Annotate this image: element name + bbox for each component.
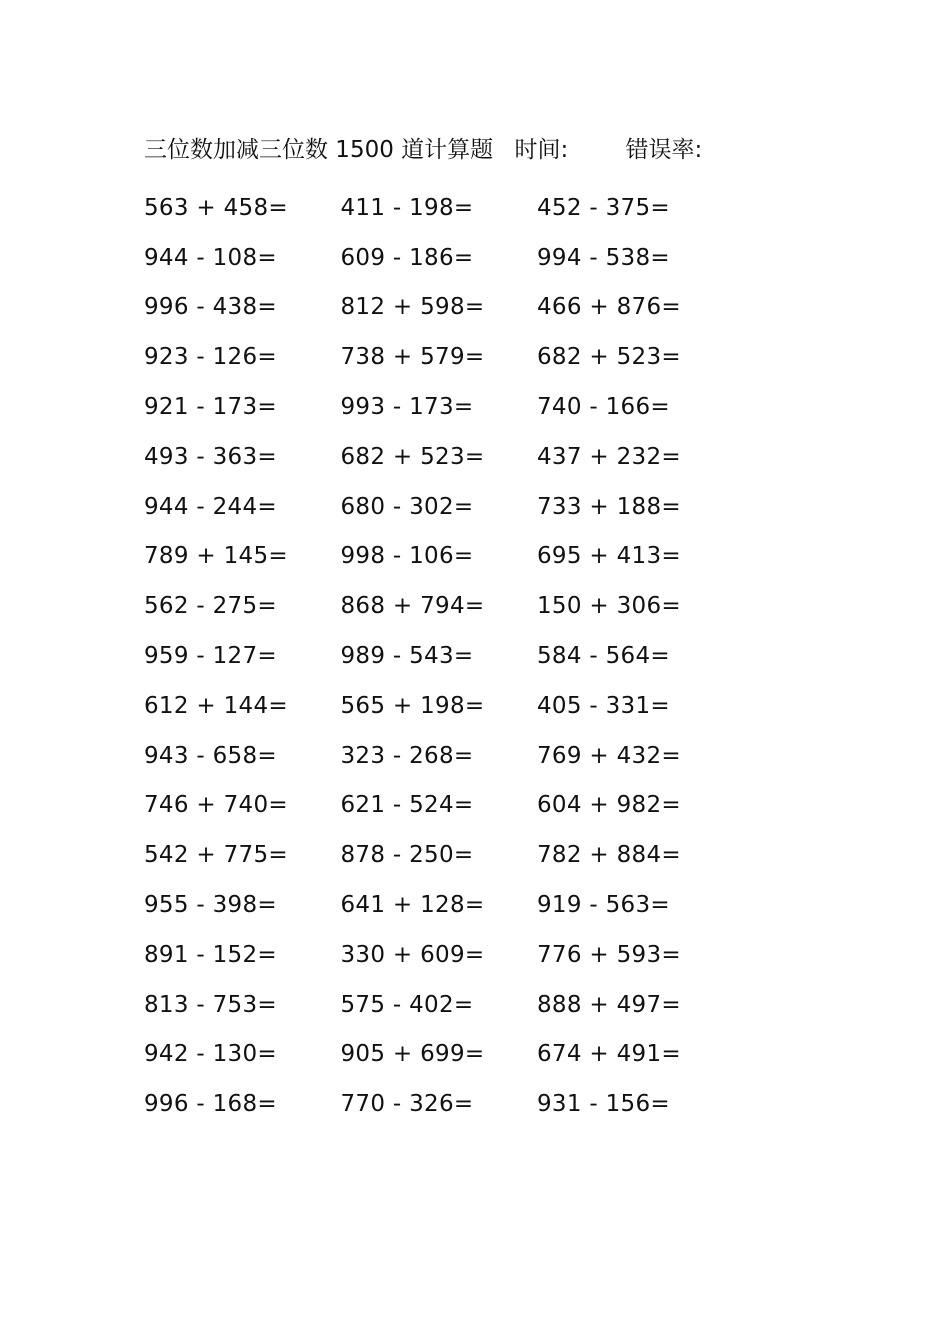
problem-item: 812 + 598= <box>340 294 485 321</box>
problem-item: 776 + 593= <box>537 941 681 968</box>
problem-item: 150 + 306= <box>537 593 681 620</box>
problem-item: 944 - 244= <box>144 493 277 520</box>
problem-row <box>144 432 764 482</box>
problem-item: 542 + 775= <box>144 842 288 869</box>
problem-item: 959 - 127= <box>144 643 277 670</box>
problem-item: 878 - 250= <box>340 842 474 869</box>
problem-row <box>144 233 764 283</box>
problem-item: 868 + 794= <box>340 593 485 620</box>
problem-item: 575 - 402= <box>340 991 474 1018</box>
problem-row <box>144 880 764 930</box>
problem-item: 733 + 188= <box>537 493 681 520</box>
problem-item: 565 + 198= <box>340 692 485 719</box>
problem-row <box>144 631 764 681</box>
problem-item: 604 + 982= <box>537 792 681 819</box>
problem-row <box>144 731 764 781</box>
problem-item: 740 - 166= <box>537 394 670 421</box>
problem-row <box>144 183 764 233</box>
problem-item: 994 - 538= <box>537 244 670 271</box>
problem-row <box>144 482 764 532</box>
problem-item: 996 - 168= <box>144 1091 277 1118</box>
problem-item: 452 - 375= <box>537 194 670 221</box>
problem-item: 411 - 198= <box>340 194 474 221</box>
problem-row <box>144 781 764 831</box>
problem-grid <box>144 183 764 1129</box>
problem-row <box>144 332 764 382</box>
problem-item: 738 + 579= <box>340 344 485 371</box>
problem-item: 769 + 432= <box>537 742 681 769</box>
problem-row <box>144 980 764 1030</box>
problem-row <box>144 1079 764 1129</box>
problem-item: 330 + 609= <box>340 941 485 968</box>
problem-item: 323 - 268= <box>340 742 474 769</box>
problem-item: 562 - 275= <box>144 593 277 620</box>
problem-item: 923 - 126= <box>144 344 277 371</box>
time-label: 时间: <box>514 137 569 163</box>
worksheet-header <box>144 133 702 167</box>
problem-item: 998 - 106= <box>340 543 474 570</box>
problem-item: 989 - 543= <box>340 643 474 670</box>
problem-item: 955 - 398= <box>144 892 277 919</box>
problem-row <box>144 681 764 731</box>
problem-item: 782 + 884= <box>537 842 681 869</box>
problem-item: 919 - 563= <box>537 892 670 919</box>
problem-item: 905 + 699= <box>340 1041 485 1068</box>
problem-row <box>144 930 764 980</box>
problem-item: 609 - 186= <box>340 244 474 271</box>
problem-item: 674 + 491= <box>537 1041 681 1068</box>
problem-item: 641 + 128= <box>340 892 485 919</box>
problem-item: 682 + 523= <box>340 443 485 470</box>
problem-row <box>144 830 764 880</box>
problem-item: 996 - 438= <box>144 294 277 321</box>
problem-item: 943 - 658= <box>144 742 277 769</box>
problem-item: 944 - 108= <box>144 244 277 271</box>
problem-item: 682 + 523= <box>537 344 681 371</box>
problem-item: 888 + 497= <box>537 991 681 1018</box>
problem-row <box>144 283 764 333</box>
problem-item: 621 - 524= <box>340 792 474 819</box>
problem-row <box>144 382 764 432</box>
problem-item: 942 - 130= <box>144 1041 277 1068</box>
worksheet-title: 三位数加减三位数 1500 道计算题 <box>144 137 494 163</box>
problem-item: 891 - 152= <box>144 941 277 968</box>
problem-row <box>144 1030 764 1080</box>
problem-item: 584 - 564= <box>537 643 670 670</box>
problem-item: 921 - 173= <box>144 394 277 421</box>
problem-item: 695 + 413= <box>537 543 681 570</box>
error-rate-label: 错误率: <box>625 137 703 163</box>
problem-row <box>144 532 764 582</box>
problem-item: 993 - 173= <box>340 394 474 421</box>
problem-item: 931 - 156= <box>537 1091 670 1118</box>
problem-item: 770 - 326= <box>340 1091 474 1118</box>
problem-item: 466 + 876= <box>537 294 681 321</box>
problem-item: 746 + 740= <box>144 792 288 819</box>
problem-item: 789 + 145= <box>144 543 288 570</box>
problem-item: 437 + 232= <box>537 443 681 470</box>
problem-item: 680 - 302= <box>340 493 474 520</box>
problem-item: 563 + 458= <box>144 194 288 221</box>
problem-item: 493 - 363= <box>144 443 277 470</box>
problem-item: 813 - 753= <box>144 991 277 1018</box>
problem-item: 405 - 331= <box>537 692 670 719</box>
problem-row <box>144 581 764 631</box>
problem-item: 612 + 144= <box>144 692 288 719</box>
